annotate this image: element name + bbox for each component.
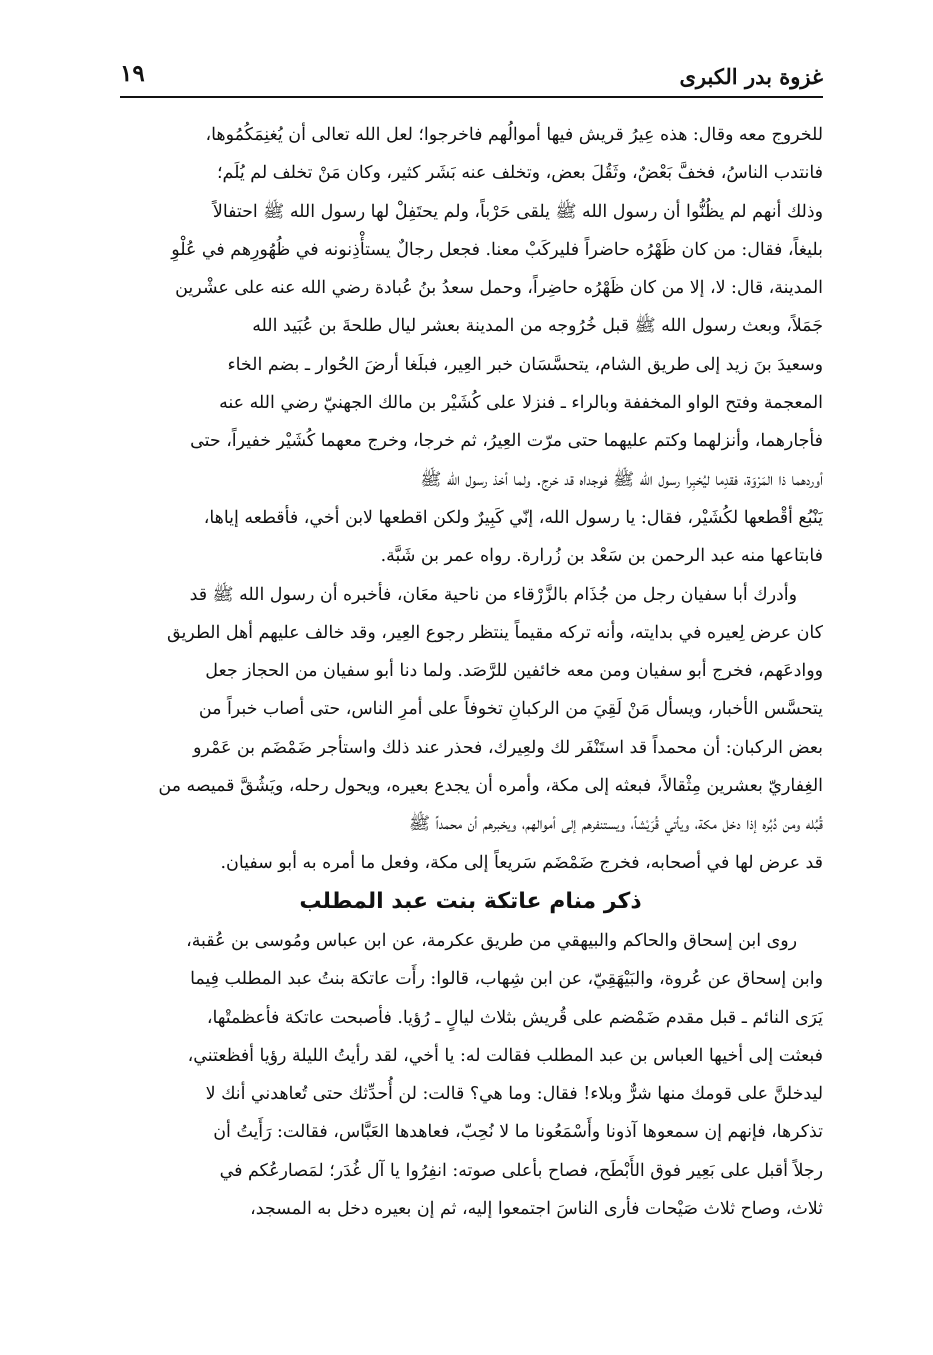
text-line: جَمَلاً، وبعث رسول الله ﷺ قبل خُرُوجه من المدينة بعشر ليال طلحةَ بن عُبَيد الله — [252, 316, 823, 337]
text-line: فبعثت إلى أخيها العباس بن عبد المطلب فقالت له: يا أخي، لقد رأيتُ الليلة رؤيا أفظعتني، — [187, 1045, 823, 1066]
text-line: قد عرض لها في أصحابه، فخرج ضَمْضَم سَريعاً إلى مكة، وفعل ما أمره به أبو سفيان. — [220, 852, 823, 873]
section-heading: ذكر منام عاتكة بنت عبد المطلب — [299, 888, 642, 914]
body-text — [118, 116, 823, 1228]
text-line: روى ابن إسحاق والحاكم والبيهقي من طريق عكرمة، عن ابن عباس ومُوسى بن عُقبة، — [186, 930, 797, 951]
text-line: كان عرض لِعيره في بدايته، وأنه تركه مقيماً ينتظر رجوع العِير، وقد خالف عليهم أهل الطريق — [166, 622, 823, 643]
text-line: رجلاً أقبل على بَعِير فوق الأَبْطَح، فصاح بأعلى صوته: انفِرُوا يا آل غُدَر؛ لمَصارعُكم في — [219, 1160, 823, 1181]
text-line: للخروج معه وقال: هذه عِيرُ قريش فيها أموالُهم فاخرجوا؛ لعل الله تعالى أن يُغنِمَكُمُوها، — [205, 125, 823, 145]
text-line: قُبُله ومن دُبُره إذا دخل مكة، ويأتي قُرَيْشاً، ويستنفرهم إلى أموالهم، ويخبرهم أن محمداً ﷺ — [409, 814, 823, 835]
text-line: يتحسَّس الأخبار، ويسأل مَنْ لَقِيَ من الركبانِ تخوفاً على أمرِ الناس، حتى أصاب خبراً من — [198, 699, 823, 720]
text-line: ووادعَهم، فخرج أبو سفيان ومن معه خائفين للرَّصَد. ولما دنا أبو سفيان من الحجاز جعل — [205, 661, 823, 682]
text-line: وذلك أنهم لم يظُنُّوا أن رسول الله ﷺ يلقى حَرْباً، ولم يحتَفِلْ لها رسول الله ﷺ احتفالاً — [212, 201, 823, 222]
text-line: ليدخلنَّ على قومك منها شرٌّ وبلاء! فقال: وما هي؟ قالت: لن أُحدِّثك حتى تُعاهدني أنك لا — [205, 1084, 823, 1105]
text-line: المعجمة وفتح الواو المخففة وبالراء ـ فنزلا على كُشَيْر بن مالك الجهنيّ رضي الله عنه — [219, 393, 823, 414]
text-line: أوردهما ذا المَرْوَة، فقدِما ليُخبِرا رسول الله ﷺ فوجداه قد خرج. ولما أخذ رسول الله ﷺ — [420, 469, 823, 490]
text-line: فأجارهما، وأنزلهما وكتم عليهما حتى مرّت العِيرُ، ثم خرجا، وخرج معهما كُشَيْر خفيراً، حتى — [190, 431, 823, 452]
text-line: ثلاث، وصاح ثلاث صَيْحات فأرى الناسَ اجتمعوا إليه، ثم إن بعيره دخل به المسجد، — [250, 1199, 823, 1220]
text-line: بعض الركبان: أن محمداً قد استَنْفَر لك ولعِيرك، فحذر عند ذلك واستأجر ضَمْضَم بن عَمْرو — [192, 737, 823, 758]
text-line: الغِفاريّ بعشرين مِثْقالاً، فبعثه إلى مكة، وأمره أن يجدع بعيره، ويحول رحله، ويَشُقَّ قميصه من — [158, 776, 823, 797]
text-line: يَرَى النائم ـ قبل مقدم ضَمْضم على قُريش بثلاث ليالٍ ـ رُؤيا. فأصبحت عاتكة فأعظمتْها، — [206, 1007, 823, 1028]
paragraph-3 — [118, 922, 823, 1228]
paragraph-2 — [118, 576, 823, 882]
running-header — [120, 58, 823, 98]
text-line: بليغاً، فقال: من كان ظَهْرُه حاضراً فليركَبْ معنا. فجعل رجالٌ يستأْذِنونه في ظُهُورِهم في عُلْوِ — [171, 239, 823, 260]
text-line: وابن إسحاق عن عُروة، والبَيْهَقِيّ، عن ابن شِهاب، قالوا: رأَت عاتكة بنتُ عبد المطلب فِيما — [190, 969, 823, 990]
page-number: ١٩ — [120, 60, 145, 87]
text-line: فابتاعها منه عبد الرحمن بن سَعْد بن زُرارة. رواه عمر بن شَبَّة. — [380, 546, 823, 567]
text-line: وأدرك أبا سفيان رجل من جُذَام بالزَّرْقاء من ناحية معَان، فأخبره أن رسول الله ﷺ قد — [189, 584, 797, 605]
text-line: وسعيدَ بنَ زيد إلى طريق الشام، يتحسَّسَان خبر العِير، فبلَغا أرضَ الحُوار ـ بضم الخاء — [227, 354, 823, 375]
text-line: تذكرها، فإنهم إن سمعوها آذونا وأَسْمَعُونا ما لا نُحِبّ، فعاهدها العَبَّاس، فقالت: رَأَيتُ أن — [213, 1122, 823, 1143]
header-title: غزوة بدر الكبرى — [679, 64, 823, 89]
paragraph-1 — [118, 116, 823, 576]
text-line: المدينة، قال: لا، إلا من كان ظَهْرُه حاضِراً، وحمل سعدُ بنُ عُبادة رضي الله عنه على عشْرين — [175, 278, 823, 299]
text-line: فانتدب الناسُ، فخفَّ بَعْضٌ، وثَقُلَ بعض، وتخلف عنه بَشَر كثير، وكان مَنْ تخلف لم يُلَم؛ — [217, 163, 823, 184]
text-line: يَنْبُع أقْطعها لكُشَيْر، فقال: يا رسول الله، إنّي كَبِيرٌ ولكن اقطعها لابن أخي، فأقطعه إياها، — [203, 507, 823, 528]
